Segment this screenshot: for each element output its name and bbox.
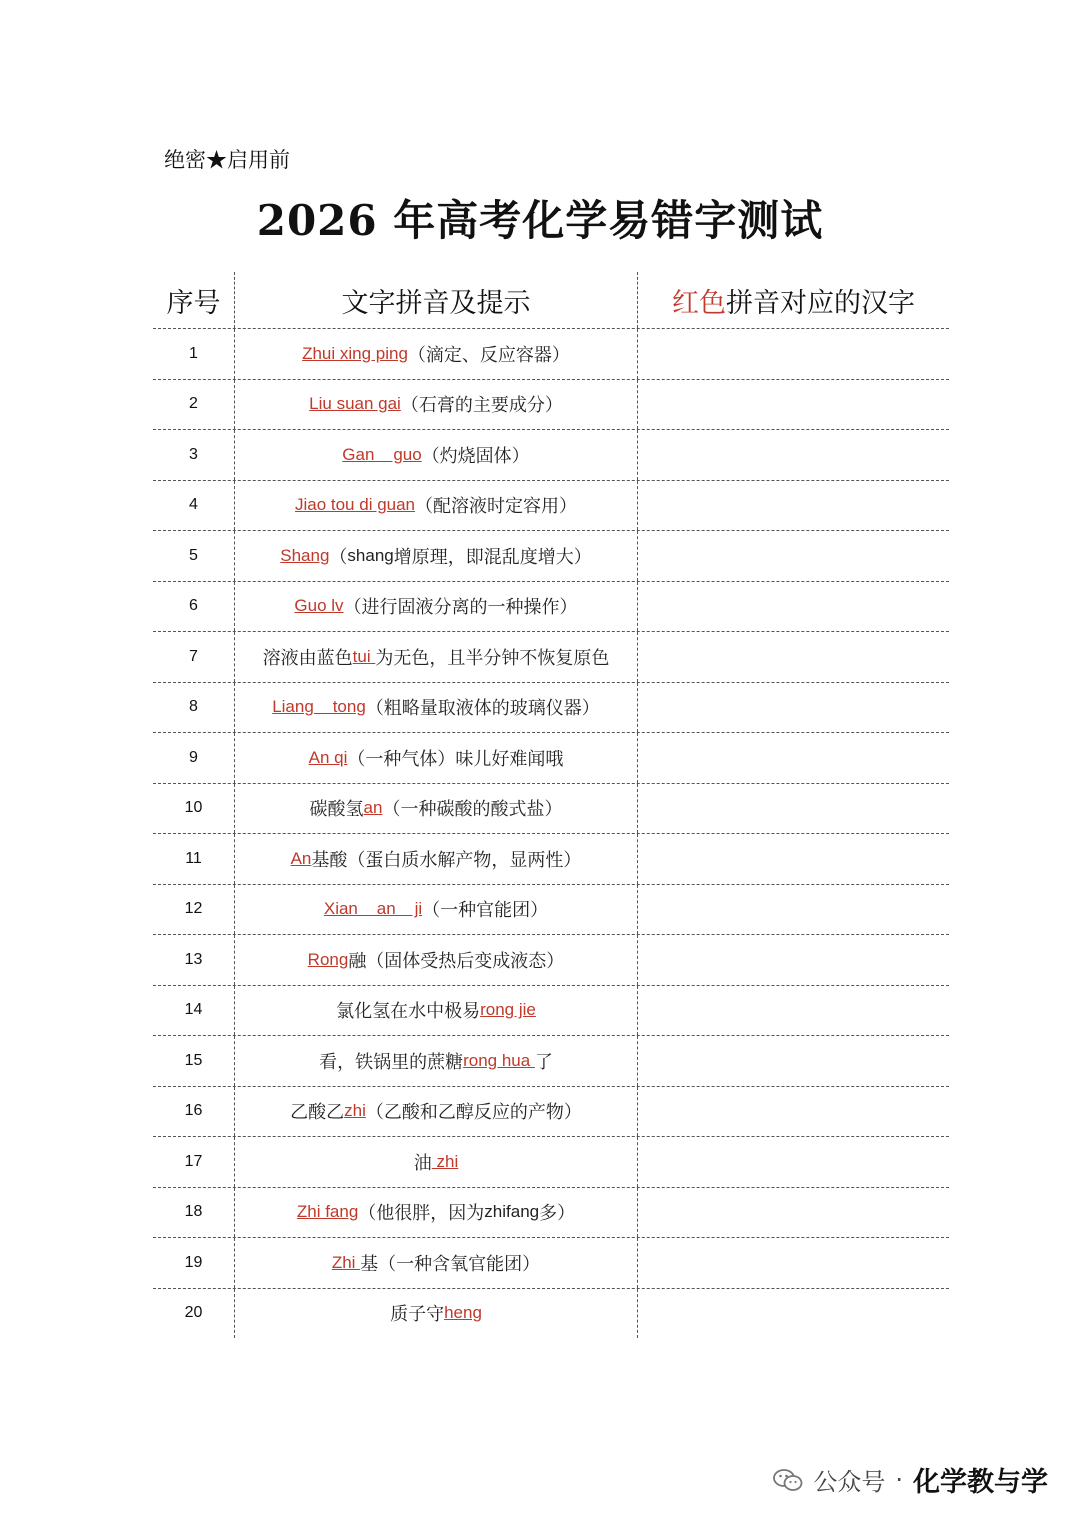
- table-row: [153, 1137, 949, 1188]
- table-row: [153, 1036, 949, 1087]
- table-row: [153, 986, 949, 1037]
- row-hint: [235, 1289, 638, 1339]
- pinyin-blank: Guo lv: [294, 596, 344, 616]
- header-answer-red: 红色: [672, 287, 726, 319]
- answer-cell[interactable]: [638, 632, 949, 682]
- hint-text: （一种官能团）: [422, 900, 549, 922]
- pinyin-blank: Zhui xing ping: [302, 343, 408, 363]
- hint-latin: shang: [347, 545, 394, 565]
- hint-text: （进行固液分离的一种操作）: [343, 597, 578, 619]
- hint-text: 多）: [539, 1203, 576, 1225]
- row-number: 2: [153, 380, 235, 430]
- hint-text: 油: [413, 1152, 432, 1174]
- header-answer-rest: 拼音对应的汉字: [726, 287, 915, 319]
- hint-text: （: [329, 546, 348, 568]
- hint-text: （滴定、反应容器）: [407, 344, 570, 366]
- answer-cell[interactable]: [638, 430, 949, 480]
- row-number: 20: [153, 1289, 235, 1339]
- row-number: 3: [153, 430, 235, 480]
- pinyin-blank: rong jie: [480, 1000, 536, 1020]
- answer-cell[interactable]: [638, 1087, 949, 1137]
- row-number: 6: [153, 582, 235, 632]
- table-row: [153, 784, 949, 835]
- row-hint: [235, 1036, 638, 1086]
- row-hint: [235, 935, 638, 985]
- answer-cell[interactable]: [638, 1188, 949, 1238]
- pinyin-blank: rong hua: [463, 1050, 535, 1070]
- answer-cell[interactable]: [638, 834, 949, 884]
- hint-text: （灼烧固体）: [421, 445, 530, 467]
- row-hint: [235, 1137, 638, 1187]
- pinyin-blank: Liang tong: [272, 697, 366, 717]
- pinyin-blank: heng: [444, 1303, 482, 1323]
- answer-cell[interactable]: [638, 683, 949, 733]
- hint-text: 氯化氢在水中极易: [336, 1001, 481, 1023]
- hint-text: 了: [534, 1051, 553, 1073]
- table-row: [153, 1188, 949, 1239]
- table-row: [153, 380, 949, 431]
- pinyin-blank: an: [363, 798, 383, 818]
- row-number: 7: [153, 632, 235, 682]
- pinyin-blank: tui: [352, 646, 376, 666]
- hint-text: （石膏的主要成分）: [400, 395, 563, 417]
- row-hint: [235, 380, 638, 430]
- row-number: 9: [153, 733, 235, 783]
- answer-cell[interactable]: [638, 885, 949, 935]
- table-row: [153, 1087, 949, 1138]
- row-number: 8: [153, 683, 235, 733]
- row-number: 16: [153, 1087, 235, 1137]
- hint-text: 乙酸乙: [290, 1102, 345, 1124]
- hint-text: 基（一种含氧官能团）: [360, 1253, 541, 1275]
- row-hint: [235, 885, 638, 935]
- wechat-icon: [773, 1468, 803, 1492]
- row-number: 13: [153, 935, 235, 985]
- page-title: 2026 年高考化学易错字测试: [256, 196, 824, 245]
- pinyin-blank: Liu suan gai: [309, 394, 401, 414]
- row-number: 5: [153, 531, 235, 581]
- hint-text: 基酸（蛋白质水解产物，显两性）: [311, 849, 582, 871]
- hint-text: 质子守: [390, 1304, 445, 1326]
- footer-dot: ·: [895, 1465, 903, 1494]
- header-pinyin: 文字拼音及提示: [235, 272, 638, 328]
- row-hint: [235, 733, 638, 783]
- table-row: [153, 1238, 949, 1289]
- answer-cell[interactable]: [638, 531, 949, 581]
- hint-text: （一种碳酸的酸式盐）: [382, 799, 563, 821]
- confidential-note: 绝密★启用前: [164, 148, 290, 172]
- row-number: 17: [153, 1137, 235, 1187]
- footer-account-name: 化学教与学: [913, 1467, 1048, 1498]
- hint-text: （一种气体）味儿好难闻哦: [347, 748, 564, 770]
- row-number: 18: [153, 1188, 235, 1238]
- pinyin-blank: Xian an ji: [323, 899, 423, 919]
- row-hint: [235, 1238, 638, 1288]
- table-row: [153, 481, 949, 532]
- answer-cell[interactable]: [638, 1289, 949, 1339]
- header-no: 序号: [153, 272, 235, 328]
- pinyin-blank: An qi: [308, 747, 348, 767]
- answer-cell[interactable]: [638, 1137, 949, 1187]
- hint-text: （配溶液时定容用）: [415, 496, 578, 518]
- hint-text: 融（固体受热后变成液态）: [348, 950, 565, 972]
- table-row: [153, 683, 949, 734]
- row-hint: [235, 683, 638, 733]
- answer-cell[interactable]: [638, 1238, 949, 1288]
- row-hint: [235, 1188, 638, 1238]
- row-hint: [235, 481, 638, 531]
- pinyin-blank: Gan guo: [342, 444, 422, 464]
- row-number: 15: [153, 1036, 235, 1086]
- hint-text: 看，铁锅里的蔗糖: [319, 1051, 464, 1073]
- table-row: [153, 885, 949, 936]
- pinyin-blank: Zhi: [331, 1252, 361, 1272]
- row-number: 19: [153, 1238, 235, 1288]
- pinyin-blank: Jiao tou di guan: [294, 495, 416, 515]
- answer-cell[interactable]: [638, 582, 949, 632]
- row-hint: [235, 632, 638, 682]
- row-number: 10: [153, 784, 235, 834]
- answer-cell[interactable]: [638, 986, 949, 1036]
- answer-cell[interactable]: [638, 784, 949, 834]
- table-row: [153, 632, 949, 683]
- answer-cell[interactable]: [638, 733, 949, 783]
- hint-text: 为无色，且半分钟不恢复原色: [375, 647, 610, 669]
- pinyin-blank: Zhi fang: [296, 1202, 359, 1222]
- row-hint: [235, 834, 638, 884]
- table-row: [153, 531, 949, 582]
- table-row: [153, 834, 949, 885]
- test-table: [153, 272, 949, 1338]
- pinyin-blank: Rong: [307, 949, 349, 969]
- pinyin-blank: An: [290, 848, 312, 868]
- hint-text: （乙酸和乙醇反应的产物）: [365, 1102, 582, 1124]
- row-hint: [235, 986, 638, 1036]
- table-row: [153, 935, 949, 986]
- pinyin-blank: zhi: [344, 1101, 366, 1121]
- header-answer: [638, 272, 949, 328]
- hint-text: （他很胖，因为: [358, 1203, 485, 1225]
- row-number: 12: [153, 885, 235, 935]
- row-hint: [235, 430, 638, 480]
- hint-text: 增原理，即混乱度增大）: [393, 546, 592, 568]
- table-row: [153, 329, 949, 380]
- footer-label: 公众号: [813, 1468, 886, 1496]
- row-hint: [235, 531, 638, 581]
- hint-latin: zhifang: [484, 1202, 540, 1222]
- table-header: [153, 272, 949, 329]
- row-number: 4: [153, 481, 235, 531]
- table-row: [153, 733, 949, 784]
- row-hint: [235, 329, 638, 379]
- row-number: 14: [153, 986, 235, 1036]
- table-body: [153, 329, 949, 1338]
- hint-text: 溶液由蓝色: [262, 647, 353, 669]
- row-hint: [235, 1087, 638, 1137]
- answer-cell[interactable]: [638, 1036, 949, 1086]
- row-number: 11: [153, 834, 235, 884]
- answer-cell[interactable]: [638, 935, 949, 985]
- table-row: [153, 430, 949, 481]
- hint-text: （粗略量取液体的玻璃仪器）: [365, 698, 600, 720]
- answer-cell[interactable]: [638, 380, 949, 430]
- answer-cell[interactable]: [638, 329, 949, 379]
- footer-brand: [773, 1460, 1048, 1499]
- pinyin-blank: zhi: [431, 1151, 459, 1171]
- pinyin-blank: Shang: [280, 545, 330, 565]
- hint-text: 碳酸氢: [309, 799, 364, 821]
- table-row: [153, 1289, 949, 1339]
- row-hint: [235, 582, 638, 632]
- table-row: [153, 582, 949, 633]
- row-hint: [235, 784, 638, 834]
- row-number: 1: [153, 329, 235, 379]
- answer-cell[interactable]: [638, 481, 949, 531]
